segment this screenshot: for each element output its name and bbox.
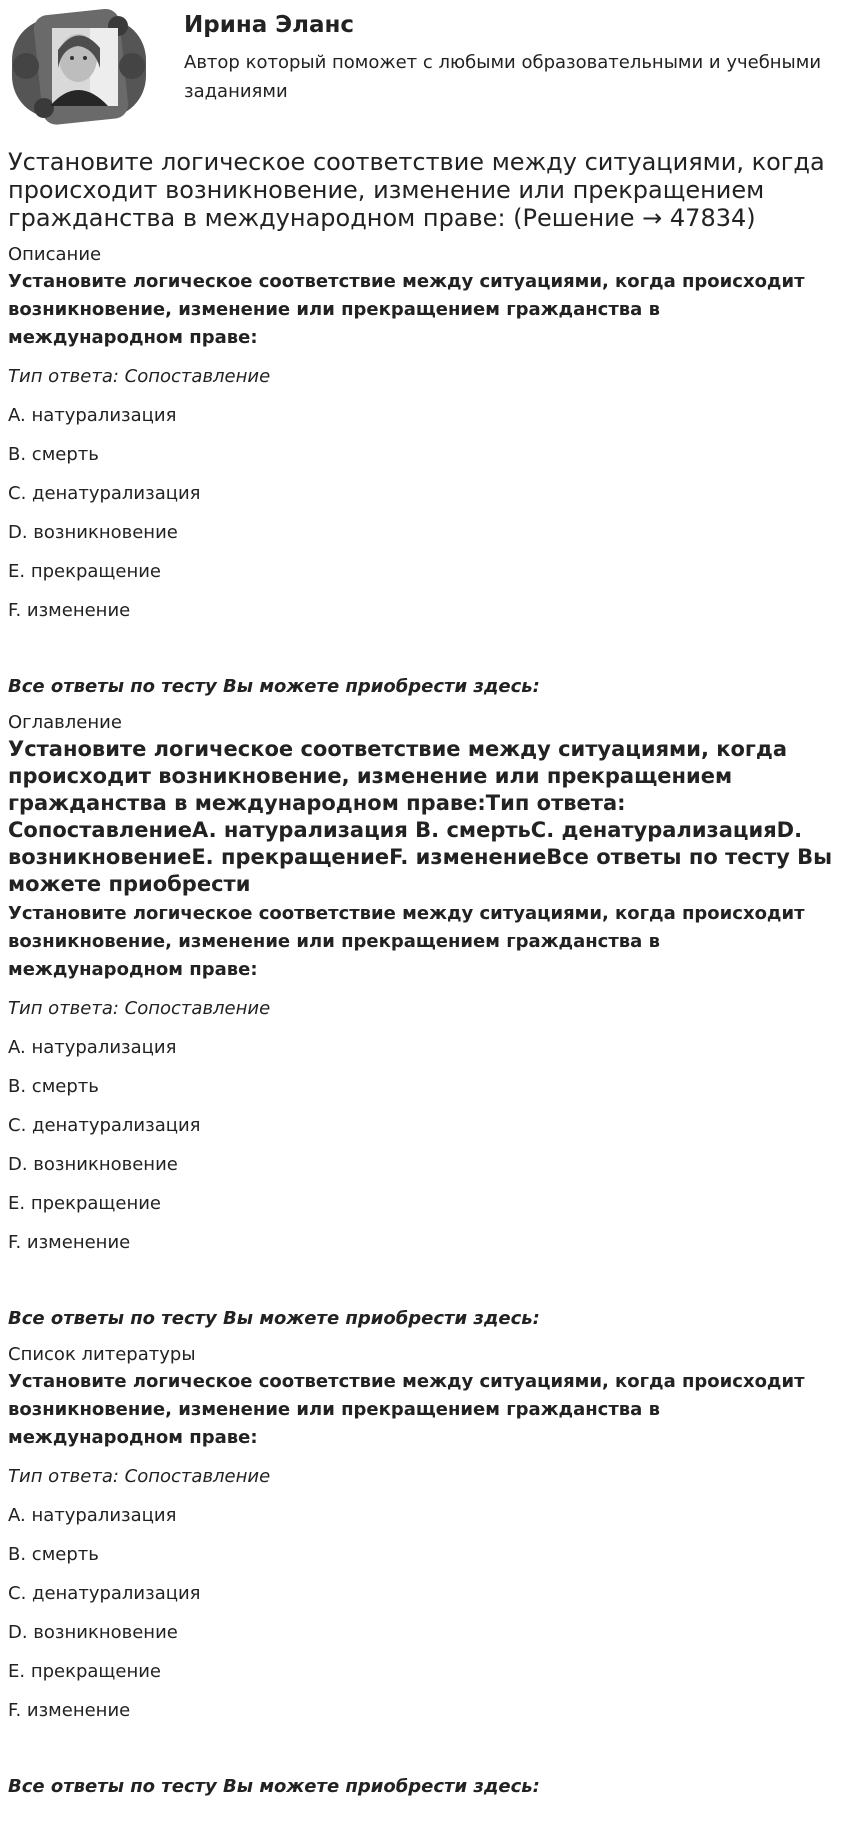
option-c: C. денатурализация xyxy=(8,1583,201,1604)
buy-answers-text: Все ответы по тесту Вы можете приобрести здесь: xyxy=(8,1776,540,1797)
answer-type: Тип ответа: Сопоставление xyxy=(8,1466,271,1487)
author-description: Автор который поможет с любыми образовательными и учебными заданиями xyxy=(184,52,822,102)
section-label-literature: Список литературы xyxy=(8,1344,196,1365)
section-label-description: Описание xyxy=(8,244,102,265)
option-d: D. возникновение xyxy=(8,1622,178,1643)
answer-type: Тип ответа: Сопоставление xyxy=(8,998,271,1019)
main-content xyxy=(8,148,840,1812)
option-c: C. денатурализация xyxy=(8,483,201,504)
option-b: B. смерть xyxy=(8,1544,99,1565)
author-block xyxy=(0,0,847,140)
option-a: A. натурализация xyxy=(8,1037,177,1058)
section-label-toc: Оглавление xyxy=(8,712,122,733)
option-d: D. возникновение xyxy=(8,1154,178,1175)
option-c: C. денатурализация xyxy=(8,1115,201,1136)
option-b: B. смерть xyxy=(8,1076,99,1097)
option-f: F. изменение xyxy=(8,1700,131,1721)
option-e: E. прекращение xyxy=(8,561,161,582)
question-text: Установите логическое соответствие между ситуациями, когда происходит возникновение, изменение или прекращением гражданства в международном праве: xyxy=(8,271,805,348)
option-d: D. возникновение xyxy=(8,522,178,543)
option-e: E. прекращение xyxy=(8,1661,161,1682)
author-name: Ирина Эланс xyxy=(184,12,355,38)
option-e: E. прекращение xyxy=(8,1193,161,1214)
buy-answers-text: Все ответы по тесту Вы можете приобрести здесь: xyxy=(8,676,540,697)
option-b: B. смерть xyxy=(8,444,99,465)
page-title: Установите логическое соответствие между ситуациями, когда происходит возникновение, изменение или прекращением гражданства в международном праве: (Решение → 47834) xyxy=(8,148,825,232)
option-a: A. натурализация xyxy=(8,405,177,426)
answer-type: Тип ответа: Сопоставление xyxy=(8,366,271,387)
question-text: Установите логическое соответствие между ситуациями, когда происходит возникновение, изменение или прекращением гражданства в международном праве: xyxy=(8,1371,805,1448)
toc-heading: Установите логическое соответствие между ситуациями, когда происходит возникновение, изменение или прекращением гражданства в международном праве:Тип ответа: СопоставлениеA. натурализация B. смертьC. денатурализацияD. возникновениеE. прекращениеF. изменениеВсе ответы по тесту Вы можете приобрести xyxy=(8,737,833,896)
buy-answers-text: Все ответы по тесту Вы можете приобрести здесь: xyxy=(8,1308,540,1329)
option-a: A. натурализация xyxy=(8,1505,177,1526)
option-f: F. изменение xyxy=(8,600,131,621)
option-f: F. изменение xyxy=(8,1232,131,1253)
question-text: Установите логическое соответствие между ситуациями, когда происходит возникновение, изменение или прекращением гражданства в международном праве: xyxy=(8,903,805,980)
author-avatar xyxy=(8,8,150,126)
